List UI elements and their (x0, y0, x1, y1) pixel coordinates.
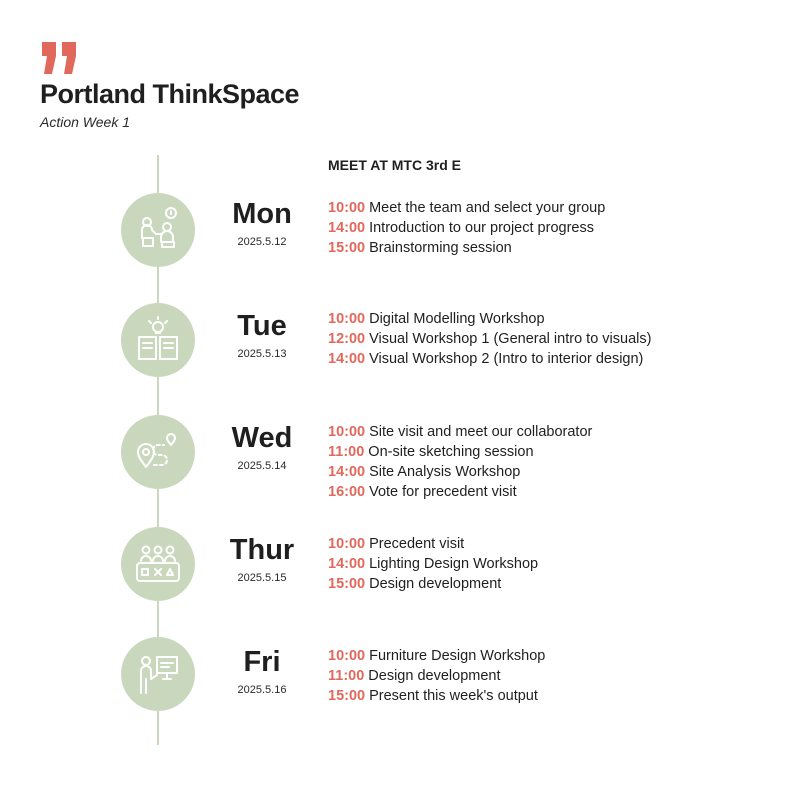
event-time: 14:00 (328, 556, 366, 572)
event-time: 10:00 (328, 424, 366, 440)
event-text: Meet the team and select your group (369, 200, 606, 216)
event-time: 15:00 (328, 688, 366, 704)
day-name-wed: Wed (231, 422, 293, 454)
day-name-tue: Tue (237, 310, 287, 342)
event-text: Digital Modelling Workshop (369, 311, 545, 327)
presentation-icon (121, 637, 195, 711)
event-text: Introduction to our project progress (369, 220, 594, 236)
event-time: 16:00 (328, 484, 366, 500)
event-item (328, 666, 545, 686)
route-map-icon (121, 415, 195, 489)
event-text: Brainstorming session (369, 240, 512, 256)
event-text: Lighting Design Workshop (369, 556, 539, 572)
quote-mark-icon (40, 40, 80, 76)
event-time: 15:00 (328, 576, 366, 592)
event-text: Site Analysis Workshop (369, 464, 521, 480)
event-item (328, 238, 605, 258)
event-list-mon (328, 198, 605, 258)
event-item (328, 534, 538, 554)
event-list-thur (328, 534, 538, 594)
event-time: 14:00 (328, 464, 366, 480)
event-time: 14:00 (328, 220, 366, 236)
event-item (328, 646, 545, 666)
day-date-thur: 2025.5.15 (237, 572, 287, 584)
event-time: 10:00 (328, 648, 366, 664)
event-text: Design development (368, 668, 501, 684)
event-time: 12:00 (328, 331, 366, 347)
meeting-point: MEET AT MTC 3rd E (328, 157, 461, 173)
event-item (328, 309, 651, 329)
event-time: 10:00 (328, 536, 366, 552)
event-item (328, 218, 605, 238)
day-date-fri: 2025.5.16 (237, 684, 287, 696)
day-date-wed: 2025.5.14 (237, 460, 287, 472)
event-time: 10:00 (328, 200, 366, 216)
event-text: Visual Workshop 2 (Intro to interior design) (369, 351, 644, 367)
event-list-fri (328, 646, 545, 706)
event-time: 10:00 (328, 311, 366, 327)
event-text: Visual Workshop 1 (General intro to visuals) (369, 331, 652, 347)
day-name-fri: Fri (243, 646, 281, 678)
day-date-mon: 2025.5.12 (237, 236, 287, 248)
event-item (328, 554, 538, 574)
meeting-icon (121, 193, 195, 267)
event-text: Design development (369, 576, 502, 592)
event-list-tue (328, 309, 651, 369)
event-item (328, 686, 545, 706)
page-title: Portland ThinkSpace (40, 79, 300, 109)
event-item (328, 422, 592, 442)
event-time: 14:00 (328, 351, 366, 367)
event-item (328, 574, 538, 594)
event-item (328, 329, 651, 349)
idea-book-icon (121, 303, 195, 377)
day-name-thur: Thur (229, 534, 295, 566)
event-item (328, 482, 592, 502)
vote-group-icon (121, 527, 195, 601)
event-time: 11:00 (328, 668, 365, 684)
event-text: Precedent visit (369, 536, 465, 552)
event-text: Vote for precedent visit (369, 484, 517, 500)
event-time: 15:00 (328, 240, 366, 256)
event-text: Present this week's output (369, 688, 538, 704)
day-name-mon: Mon (232, 198, 292, 230)
event-item (328, 198, 605, 218)
event-time: 11:00 (328, 444, 365, 460)
event-text: Furniture Design Workshop (369, 648, 546, 664)
event-item (328, 462, 592, 482)
page-subtitle: Action Week 1 (40, 114, 131, 130)
event-item (328, 442, 592, 462)
event-list-wed (328, 422, 592, 502)
event-text: Site visit and meet our collaborator (369, 424, 593, 440)
day-date-tue: 2025.5.13 (237, 348, 287, 360)
event-item (328, 349, 651, 369)
event-text: On-site sketching session (368, 444, 534, 460)
